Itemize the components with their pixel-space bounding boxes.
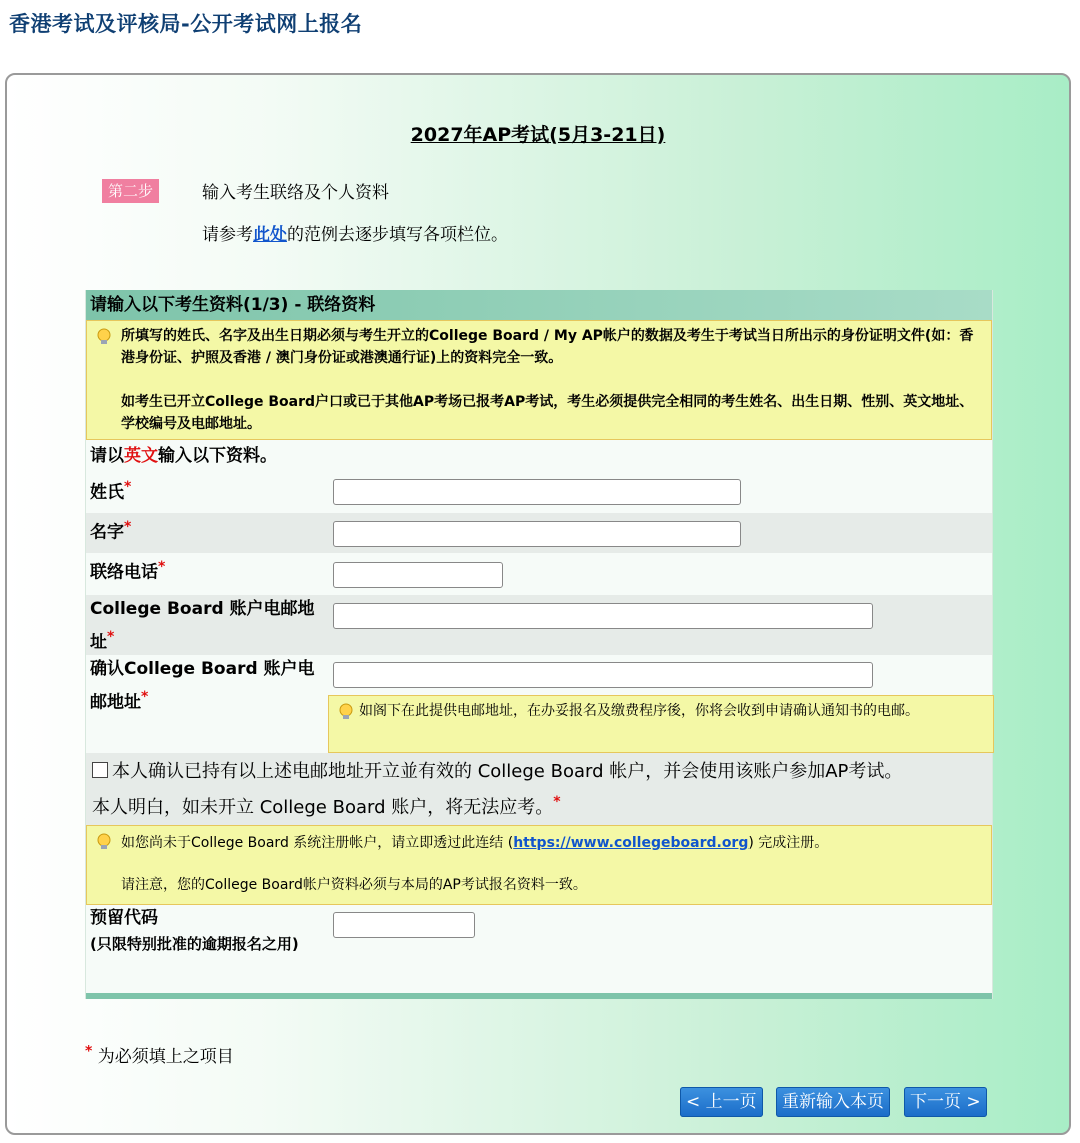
section-footer-bar bbox=[86, 993, 992, 999]
given-name-label bbox=[86, 513, 330, 553]
section-heading: 请输入以下考生资料(1/3) - 联络资料 bbox=[86, 290, 992, 320]
reserve-code-label-text: 预留代码 bbox=[90, 908, 158, 928]
identity-notice-line1: 所填写的姓氏、名字及出生日期必须与考生开立的College Board / My AP帐户的数据及考生于考试当日所出示的身份证明文件(如：香港身份证、护照及香港 / 澳门身份证或港澳通行证)上的资料完全一致。 bbox=[121, 328, 974, 366]
english-note-row bbox=[86, 440, 992, 473]
phone-label bbox=[86, 553, 330, 595]
required-note bbox=[85, 1042, 234, 1067]
english-note bbox=[86, 440, 277, 473]
email-input[interactable] bbox=[333, 603, 873, 629]
english-note-prefix: 请以 bbox=[90, 446, 124, 466]
registration-panel bbox=[5, 73, 1071, 1135]
email-confirm-label bbox=[86, 655, 320, 753]
reserve-code-row bbox=[86, 905, 992, 993]
reset-page-button[interactable]: 重新输入本页 bbox=[776, 1087, 890, 1117]
required-star: * bbox=[553, 794, 561, 810]
given-name-label-text: 名字 bbox=[90, 522, 124, 543]
email-label-text: College Board 账户电邮地址 bbox=[90, 599, 315, 653]
collegeboard-notice-line1 bbox=[121, 832, 983, 854]
cb-notice-prefix: 如您尚未于College Board 系统注册帐户，请立即透过此连结 ( bbox=[121, 835, 514, 851]
step-description: 输入考生联络及个人资料 bbox=[202, 183, 389, 203]
example-hint bbox=[202, 220, 508, 245]
email-notice bbox=[328, 695, 994, 753]
example-link[interactable]: 此处 bbox=[253, 225, 287, 245]
given-name-input[interactable] bbox=[333, 521, 741, 547]
required-note-text: 为必须填上之项目 bbox=[97, 1047, 234, 1067]
surname-input[interactable] bbox=[333, 479, 741, 505]
phone-input[interactable] bbox=[333, 562, 503, 588]
confirm-statement bbox=[86, 753, 908, 825]
prev-page-button[interactable]: < 上一页 bbox=[680, 1087, 763, 1117]
required-star: * bbox=[124, 519, 132, 535]
required-star: * bbox=[141, 689, 149, 705]
email-confirm-input[interactable] bbox=[333, 662, 873, 688]
phone-row bbox=[86, 553, 992, 595]
site-title: 香港考试及评核局-公开考试网上报名 bbox=[9, 12, 363, 36]
email-label bbox=[86, 595, 320, 655]
reserve-code-sublabel: (只限特别批准的逾期报名之用) bbox=[90, 935, 299, 953]
lightbulb-icon bbox=[95, 833, 113, 851]
required-star: * bbox=[107, 629, 115, 645]
confirm-text-2: 本人明白，如未开立 College Board 账户，将无法应考。 bbox=[92, 797, 554, 818]
identity-notice-line2: 如考生已开立College Board户口或已于其他AP考场已报考AP考试，考生必须提供完全相同的考生姓名、出生日期、性别、英文地址、学校编号及电邮地址。 bbox=[121, 394, 974, 432]
surname-label-text: 姓氏 bbox=[90, 482, 124, 503]
exam-title: 2027年AP考试(5月3-21日) bbox=[410, 124, 666, 146]
step-badge: 第二步 bbox=[102, 179, 159, 203]
english-note-highlight: 英文 bbox=[124, 446, 158, 466]
email-confirm-label-text: 确认College Board 账户电邮地址 bbox=[90, 659, 315, 713]
contact-form bbox=[85, 290, 993, 999]
lightbulb-icon bbox=[95, 328, 113, 346]
english-note-suffix: 输入以下资料。 bbox=[158, 446, 277, 466]
surname-row bbox=[86, 473, 992, 513]
collegeboard-notice-line2: 请注意，您的College Board帐户资料必须与本局的AP考试报名资料一致。 bbox=[121, 877, 587, 893]
reserve-code-label bbox=[86, 905, 310, 993]
reserve-code-input[interactable] bbox=[333, 912, 475, 938]
confirm-checkbox[interactable] bbox=[92, 762, 108, 778]
hint-suffix: 的范例去逐步填写各项栏位。 bbox=[287, 225, 508, 245]
given-name-row bbox=[86, 513, 992, 553]
email-confirm-row bbox=[86, 655, 992, 753]
confirm-text-1: 本人确认已持有以上述电邮地址开立並有效的 College Board 帐户，并会使用该账户参加AP考试。 bbox=[112, 761, 903, 782]
identity-notice bbox=[86, 320, 992, 440]
email-row bbox=[86, 595, 992, 655]
collegeboard-link[interactable]: https://www.collegeboard.org bbox=[513, 835, 749, 851]
lightbulb-icon bbox=[337, 703, 355, 721]
next-page-button[interactable]: 下一页 > bbox=[904, 1087, 987, 1117]
cb-notice-suffix: ) 完成注册。 bbox=[748, 835, 829, 851]
confirm-row bbox=[86, 753, 992, 825]
collegeboard-notice bbox=[86, 825, 992, 905]
email-notice-text: 如阁下在此提供电邮地址，在办妥报名及缴费程序後，你将会收到申请确认通知书的电邮。 bbox=[359, 703, 919, 719]
required-star: * bbox=[85, 1043, 93, 1060]
surname-label bbox=[86, 473, 330, 513]
phone-label-text: 联络电话 bbox=[90, 562, 158, 583]
required-star: * bbox=[124, 479, 132, 495]
required-star: * bbox=[158, 559, 166, 575]
hint-prefix: 请参考 bbox=[202, 225, 253, 245]
